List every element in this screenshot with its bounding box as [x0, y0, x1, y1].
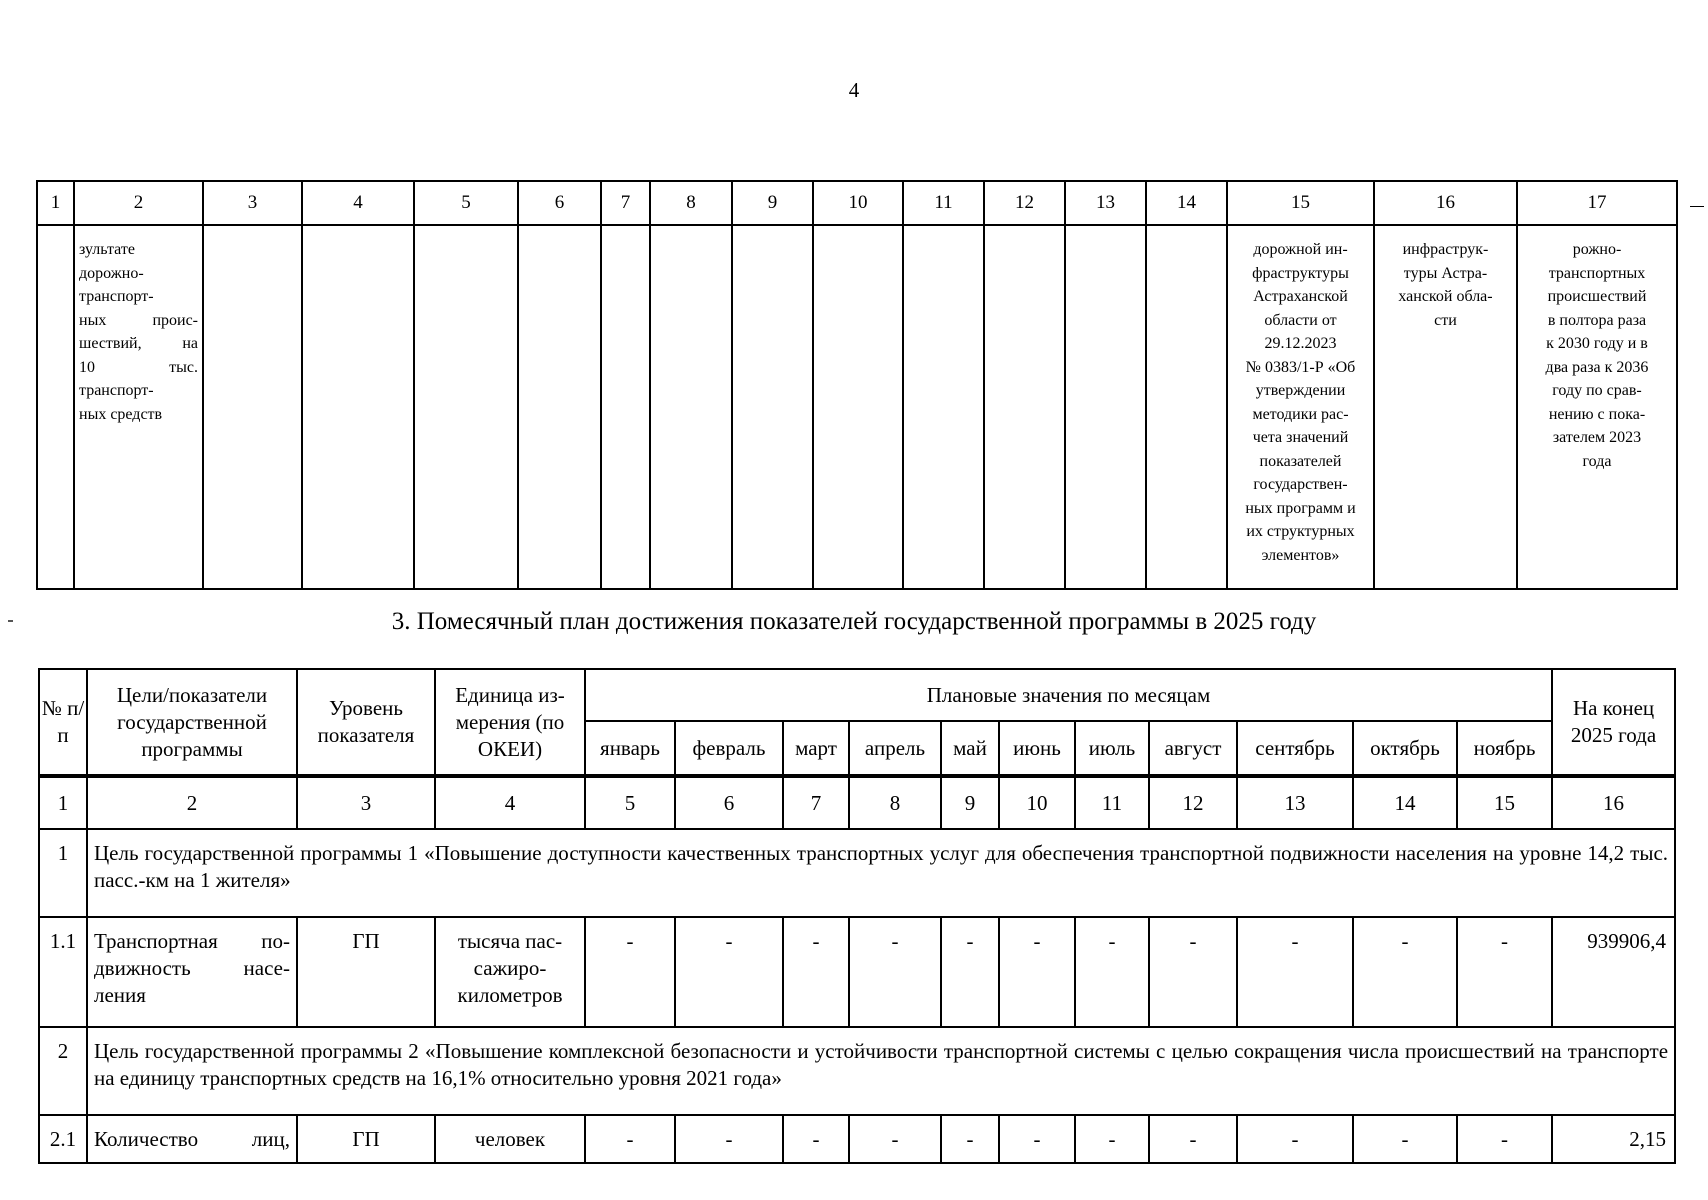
- header-goals: Цели/показатели государственной программы: [87, 669, 297, 776]
- col-number: 5: [585, 776, 675, 829]
- monthly-value: -: [999, 1115, 1075, 1163]
- monthly-value: -: [675, 1115, 783, 1163]
- goal-row-2: [39, 1027, 1675, 1115]
- table1-col-number: 15: [1227, 181, 1374, 225]
- year-end-value: 939906,4: [1552, 917, 1675, 1027]
- indicator-id: 2.1: [39, 1115, 87, 1163]
- table1-col-number: 12: [984, 181, 1065, 225]
- indicator-id: 1.1: [39, 917, 87, 1027]
- col-number: 9: [941, 776, 999, 829]
- goal-row-1: [39, 829, 1675, 917]
- monthly-value: -: [1457, 917, 1552, 1027]
- month-header: октябрь: [1353, 721, 1457, 776]
- indicators-table-continuation: [36, 180, 1678, 590]
- table1-col-number: 4: [302, 181, 414, 225]
- col-number: 8: [849, 776, 941, 829]
- col-number: 7: [783, 776, 849, 829]
- col-number: 3: [297, 776, 435, 829]
- col-number: 13: [1237, 776, 1353, 829]
- table1-col-number: 8: [650, 181, 732, 225]
- month-header: ноябрь: [1457, 721, 1552, 776]
- indicator-unit: человек: [435, 1115, 585, 1163]
- table1-col-number: 11: [903, 181, 984, 225]
- indicator-name-cell: зультате дорожно- транспорт- ных проис- шествий, на 10 тыс. транспорт- ных средств: [74, 225, 203, 589]
- goal-text: Цель государственной программы 1 «Повышение доступности качественных транспортных услуг для обеспечения транспортной подвижности населения на уровне 14,2 тыс. пасс.-км на 1 жителя»: [87, 829, 1675, 917]
- table1-body-row: [37, 225, 1677, 589]
- col-number: 11: [1075, 776, 1149, 829]
- table1-col-number: 2: [74, 181, 203, 225]
- header-num: № п/п: [39, 669, 87, 776]
- monthly-value: -: [1149, 917, 1237, 1027]
- col-number: 4: [435, 776, 585, 829]
- table1-col-number: 6: [518, 181, 601, 225]
- monthly-value: -: [585, 1115, 675, 1163]
- header-unit: Единица из- мерения (по ОКЕИ): [435, 669, 585, 776]
- year-end-value: 2,15: [1552, 1115, 1675, 1163]
- page-number: 4: [848, 78, 860, 102]
- table1-col-number: 17: [1517, 181, 1677, 225]
- col-number: 1: [39, 776, 87, 829]
- monthly-value: -: [585, 917, 675, 1027]
- monthly-value: -: [1075, 1115, 1149, 1163]
- month-header: март: [783, 721, 849, 776]
- goal-id: 2: [39, 1027, 87, 1115]
- monthly-value: -: [849, 1115, 941, 1163]
- col-number: 12: [1149, 776, 1237, 829]
- table1-col-number: 13: [1065, 181, 1146, 225]
- monthly-value: -: [999, 917, 1075, 1027]
- monthly-value: -: [1237, 917, 1353, 1027]
- table1-header-row: [37, 181, 1677, 225]
- month-header: май: [941, 721, 999, 776]
- goal-text: Цель государственной программы 2 «Повышение комплексной безопасности и устойчивости транспортной системы с целью сокращения числа происшествий на транспорте на единицу транспортных средств на 16,1% относительно уровня 2021 года»: [87, 1027, 1675, 1115]
- monthly-value: -: [1075, 917, 1149, 1027]
- month-header: июнь: [999, 721, 1075, 776]
- table2-col-numbers-row: [39, 776, 1675, 829]
- header-level: Уровень показателя: [297, 669, 435, 776]
- table1-col-number: 9: [732, 181, 813, 225]
- monthly-value: -: [1353, 917, 1457, 1027]
- header-monthly: Плановые значения по месяцам: [585, 669, 1552, 721]
- table1-col-number: 10: [813, 181, 903, 225]
- indicator-name: Количество лиц,: [87, 1115, 297, 1163]
- monthly-value: -: [783, 1115, 849, 1163]
- col-number: 16: [1552, 776, 1675, 829]
- month-header: сентябрь: [1237, 721, 1353, 776]
- monthly-value: -: [1457, 1115, 1552, 1163]
- table2-header-row: [39, 669, 1675, 721]
- monthly-value: -: [941, 917, 999, 1027]
- responsible-org-cell: инфраструк- туры Астра- ханской обла- сти: [1374, 225, 1517, 589]
- monthly-value: -: [1149, 1115, 1237, 1163]
- monthly-value: -: [675, 917, 783, 1027]
- monthly-value: -: [1237, 1115, 1353, 1163]
- indicator-row-2-1: [39, 1115, 1675, 1163]
- methodology-doc-cell: дорожной ин- фраструктуры Астраханской области от 29.12.2023 № 0383/1-Р «Об утверждении методики рас- чета значений показателей государствен- ных программ и их структурных элементов»: [1227, 225, 1374, 589]
- monthly-value: -: [1353, 1115, 1457, 1163]
- table1-col-number: 14: [1146, 181, 1227, 225]
- col-number: 2: [87, 776, 297, 829]
- monthly-value: -: [941, 1115, 999, 1163]
- col-number: 6: [675, 776, 783, 829]
- table1-col-number: 16: [1374, 181, 1517, 225]
- month-header: февраль: [675, 721, 783, 776]
- col-number: 10: [999, 776, 1075, 829]
- indicator-unit: тысяча пас- сажиро- километров: [435, 917, 585, 1027]
- monthly-value: -: [783, 917, 849, 1027]
- national-goal-link-cell: рожно- транспортных происшествий в полтора раза к 2030 году и в два раза к 2036 году по срав- нению с пока- зателем 2023 года: [1517, 225, 1677, 589]
- indicator-level: ГП: [297, 1115, 435, 1163]
- month-header: апрель: [849, 721, 941, 776]
- month-header: январь: [585, 721, 675, 776]
- col-number: 14: [1353, 776, 1457, 829]
- table1-col-number: 1: [37, 181, 74, 225]
- monthly-plan-table: [38, 668, 1676, 1164]
- table1-col-number: 7: [601, 181, 650, 225]
- header-year-end: На конец 2025 года: [1552, 669, 1675, 776]
- month-header: июль: [1075, 721, 1149, 776]
- month-header: август: [1149, 721, 1237, 776]
- indicator-row-1-1: [39, 917, 1675, 1027]
- table1-col-number: 5: [414, 181, 518, 225]
- indicator-name: Транспортная по- движность насе- ления: [87, 917, 297, 1027]
- margin-tick: [1690, 206, 1704, 207]
- indicator-level: ГП: [297, 917, 435, 1027]
- col-number: 15: [1457, 776, 1552, 829]
- monthly-value: -: [849, 917, 941, 1027]
- table1-col-number: 3: [203, 181, 302, 225]
- goal-id: 1: [39, 829, 87, 917]
- section-title: 3. Помесячный план достижения показателей государственной программы в 2025 году: [391, 608, 1317, 635]
